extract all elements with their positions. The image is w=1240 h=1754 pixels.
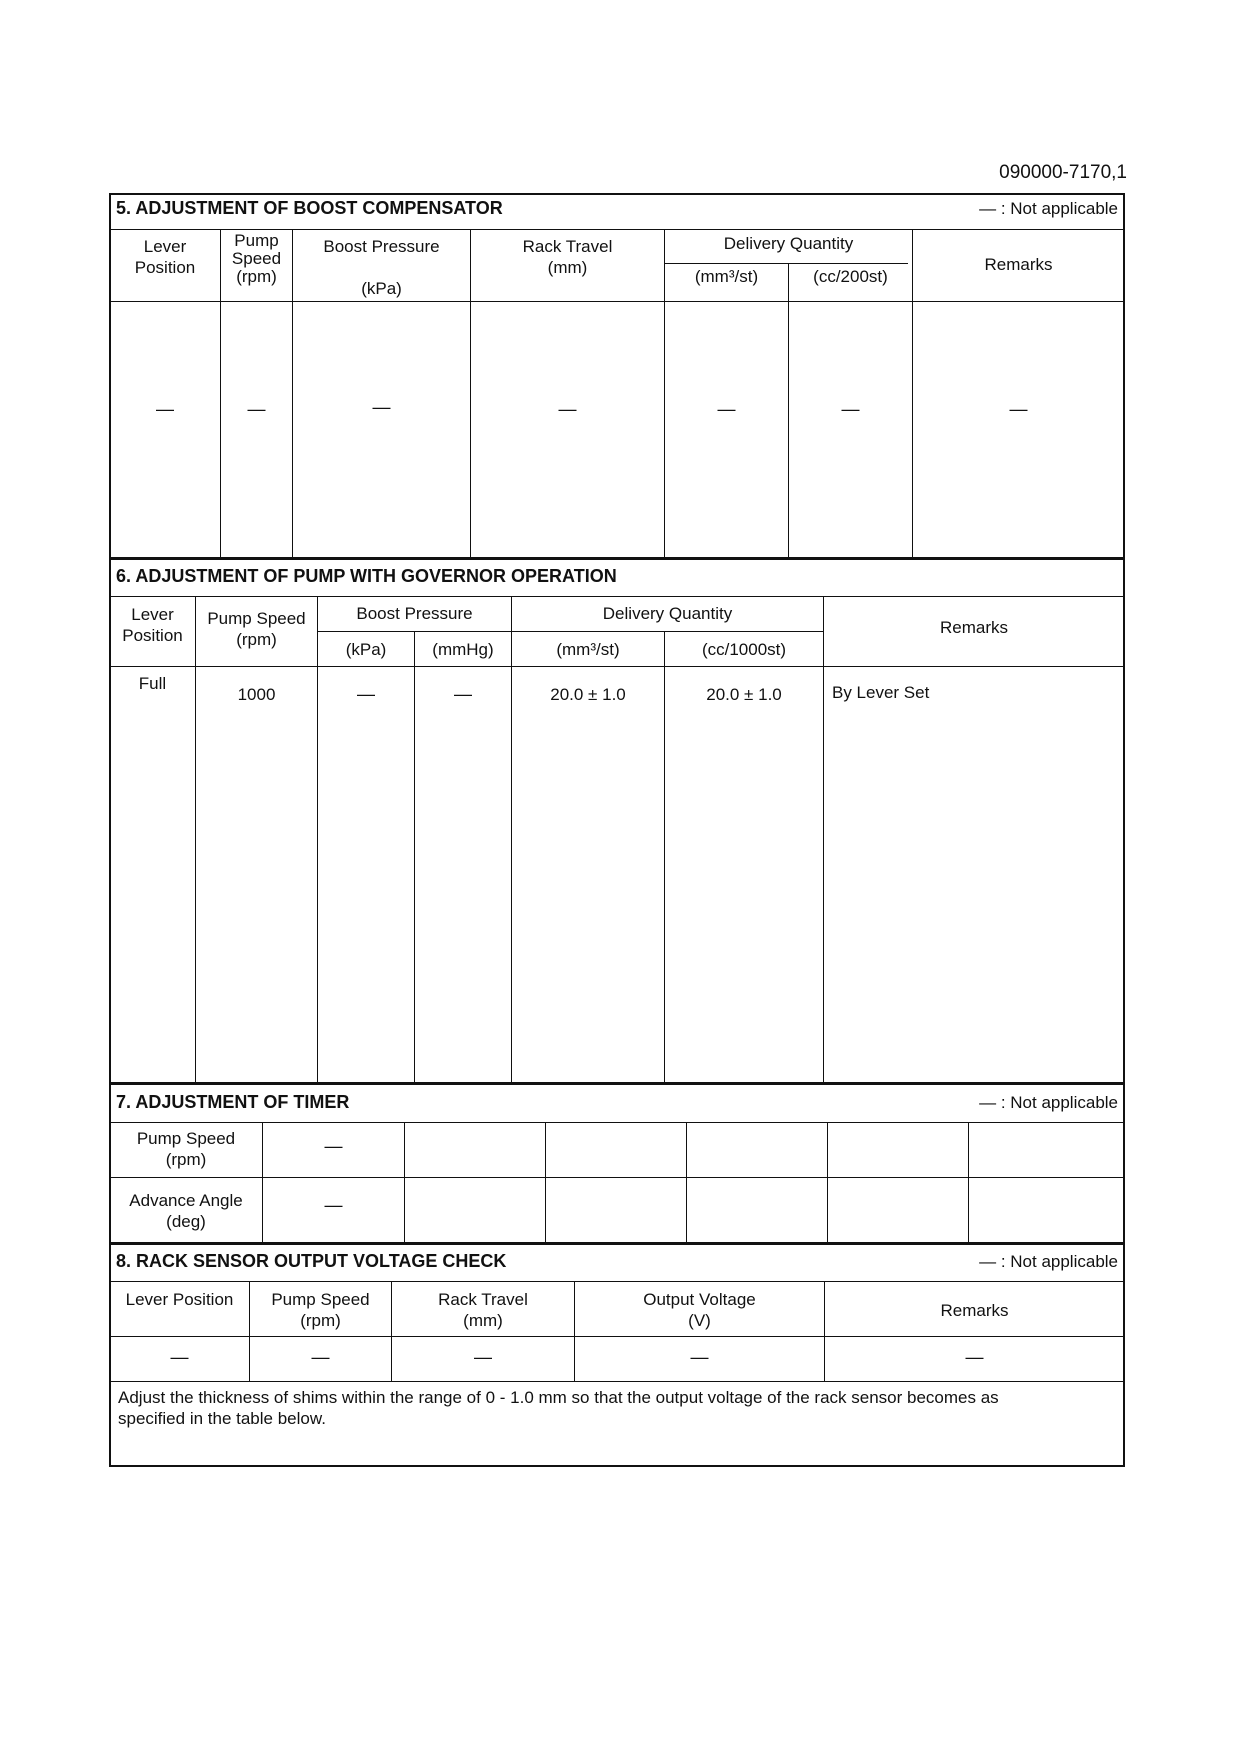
s6-col-line (511, 596, 512, 1082)
s5-remarks-header: Remarks (984, 255, 1053, 274)
s5-header-divider (110, 301, 1124, 302)
s6-unit-mmhg: (mmHg) (432, 640, 494, 659)
s5-remarks-value: — (1009, 399, 1028, 419)
s6-unit-kpa: (kPa) (345, 640, 387, 659)
s8-pump-speed-header: Pump Speed (rpm) (271, 1290, 370, 1330)
s5-delivery-divider (664, 263, 908, 264)
s6-unit-mm3: (mm³/st) (556, 640, 620, 659)
s6-col-line (317, 596, 318, 1082)
s7-s8-divider (110, 1242, 1124, 1245)
s7-col-line (968, 1122, 969, 1242)
s7-pump-speed-value: — (324, 1136, 343, 1156)
s7-col-line (545, 1122, 546, 1242)
s5-col-line (470, 229, 471, 557)
s8-rack-value: — (474, 1347, 492, 1367)
s7-advance-angle-value: — (324, 1195, 343, 1215)
s5-rack-travel-header: Rack Travel (mm) (522, 237, 613, 277)
s8-note: Adjust the thickness of shims within the range of 0 - 1.0 mm so that the output voltage of the rack sensor becomes as specified in the table below. (118, 1388, 999, 1428)
s5-col-line (912, 229, 913, 557)
s6-col-line (823, 596, 824, 1082)
s5-boost-pressure-header: Boost Pressure (kPa) (323, 237, 440, 298)
s5-cc-value: — (841, 399, 860, 419)
s6-mm3-value: 20.0 ± 1.0 (550, 685, 626, 704)
s6-unit-cc1000: (cc/1000st) (701, 640, 787, 659)
s5-not-applicable: — : Not applicable (979, 199, 1118, 218)
s8-speed-value: — (311, 1347, 330, 1367)
s7-col-line (404, 1122, 405, 1242)
s8-output-voltage-header: Output Voltage (V) (643, 1290, 756, 1330)
s5-speed-value: — (247, 399, 266, 419)
s5-delivery-quantity-header: Delivery Quantity (723, 234, 854, 253)
s6-speed-value: 1000 (237, 685, 276, 704)
s5-unit-mm3: (mm³/st) (694, 267, 759, 286)
s6-lever-position-header: Lever Position (122, 605, 183, 645)
s5-pump-speed-header: Pump Speed (rpm) (231, 231, 282, 286)
s6-title-divider (110, 596, 1124, 597)
s8-header-divider (110, 1336, 1124, 1337)
s8-voltage-value: — (690, 1347, 709, 1367)
s7-pump-speed-label: Pump Speed (rpm) (136, 1129, 236, 1169)
s6-remarks-header: Remarks (939, 618, 1008, 637)
s6-col-line (195, 596, 196, 1082)
s5-unit-cc200: (cc/200st) (813, 267, 888, 286)
s5-s6-divider (110, 557, 1124, 560)
s6-title: 6. ADJUSTMENT OF PUMP WITH GOVERNOR OPERATION (116, 566, 617, 586)
s8-remarks-value: — (965, 1347, 984, 1367)
s6-lever-value: Full (138, 674, 167, 693)
s8-lever-position-header: Lever Position (125, 1290, 234, 1309)
s5-rack-value: — (558, 399, 577, 419)
s8-remarks-header: Remarks (940, 1301, 1009, 1320)
s5-title-divider (110, 229, 1124, 230)
s6-boost-pressure-header: Boost Pressure (356, 604, 473, 623)
s6-kpa-value: — (357, 684, 375, 704)
s6-s7-divider (110, 1082, 1124, 1085)
s6-remarks-value: By Lever Set (832, 683, 930, 702)
s8-title-divider (110, 1281, 1124, 1282)
s8-lever-value: — (170, 1347, 189, 1367)
s7-col-line (827, 1122, 828, 1242)
s7-not-applicable: — : Not applicable (979, 1093, 1118, 1112)
s8-title: 8. RACK SENSOR OUTPUT VOLTAGE CHECK (116, 1251, 507, 1271)
s5-boost-value: — (372, 397, 391, 417)
document-id: 090000-7170,1 (999, 162, 1127, 183)
form-frame (109, 193, 1125, 1467)
s6-units-divider (317, 631, 823, 632)
s6-pump-speed-header: Pump Speed (rpm) (207, 609, 306, 649)
s5-mm3-value: — (717, 399, 736, 419)
s5-lever-position-header: Lever Position (134, 237, 196, 277)
s6-delivery-quantity-header: Delivery Quantity (602, 604, 733, 623)
s8-rack-travel-header: Rack Travel (mm) (438, 1290, 528, 1330)
s7-advance-angle-label: Advance Angle (deg) (129, 1191, 243, 1231)
s7-title: 7. ADJUSTMENT OF TIMER (116, 1092, 350, 1112)
s6-mmhg-value: — (454, 684, 472, 704)
s7-col-line (686, 1122, 687, 1242)
s8-note-divider (110, 1381, 1124, 1382)
s5-title: 5. ADJUSTMENT OF BOOST COMPENSATOR (116, 198, 503, 218)
s6-cc-value: 20.0 ± 1.0 (706, 685, 782, 704)
s5-lever-value: — (156, 399, 174, 419)
s6-header-divider (110, 666, 1124, 667)
s8-not-applicable: — : Not applicable (979, 1252, 1118, 1271)
